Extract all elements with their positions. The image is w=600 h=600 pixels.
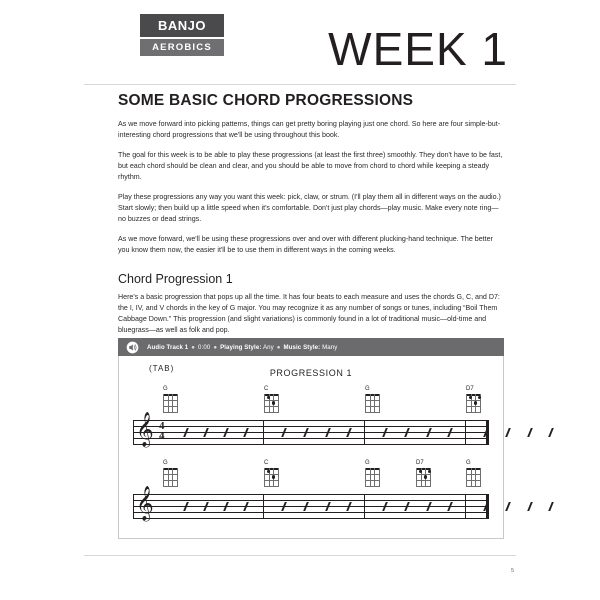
chord-name: C: [264, 460, 269, 466]
chord-name: G: [466, 460, 471, 466]
stave: [133, 412, 489, 450]
chord-diagram: [163, 386, 189, 412]
brand-logo: [140, 14, 224, 56]
page-title: WEEK 1: [328, 23, 508, 75]
treble-clef-icon: 𝄞: [136, 486, 154, 521]
chord-grid: [365, 468, 380, 486]
section-paragraph-3: Play these progressions any way you want this week: pick, claw, or strum. (I'll play them all in different ways on the audio.) Start slowly; then build up a little speed when it's comfortable. Don't just play chords—play music. Make every note ring—no buzzes or dead strings.: [118, 193, 501, 223]
music-style-value: Many: [322, 343, 338, 351]
page-header: [0, 14, 600, 76]
audio-time: 0:00: [198, 343, 211, 351]
section-paragraph-4: As we move forward, we'll be using these progressions over and over with different plucking-hand technique. The better you know them now, the easier it'll be to use them in different ways in the coming weeks.: [118, 235, 493, 254]
score-title: PROGRESSION 1: [269, 368, 353, 378]
chord-name: G: [163, 386, 168, 392]
chord-grid: [416, 468, 431, 486]
music-score: [118, 356, 504, 539]
speaker-icon[interactable]: [126, 341, 139, 354]
chord-grid: [466, 394, 481, 412]
audio-track-bar[interactable]: [118, 338, 504, 356]
chord-diagram: [365, 386, 391, 412]
playing-style-value: Any: [262, 343, 274, 351]
chord-diagram: [163, 460, 189, 486]
chord-diagram: [466, 386, 492, 412]
chord-diagram-row-2: [133, 460, 489, 494]
section-paragraph-1: As we move forward into picking patterns, things can get pretty boring playing just one chord. So here are four simple-but-interesting chord progressions that we'll be using throughout this book.: [118, 120, 501, 139]
music-example-block: [118, 338, 504, 539]
chord-name: G: [163, 460, 168, 466]
chord-grid: [163, 394, 178, 412]
chord-grid: [163, 468, 178, 486]
chord-diagram: [264, 386, 290, 412]
tab-marker: (TAB): [149, 364, 175, 373]
music-style-label: Music Style:: [283, 343, 321, 351]
chord-diagram: [416, 460, 442, 486]
score-system-2: [133, 460, 489, 524]
chord-name: D7: [466, 386, 474, 392]
section-title: SOME BASIC CHORD PROGRESSIONS: [118, 92, 414, 109]
chord-name: C: [264, 386, 269, 392]
chord-name: G: [365, 460, 370, 466]
article-content: [118, 92, 504, 345]
playing-style-label: Playing Style:: [220, 343, 262, 351]
subsection-paragraph-1: Here's a basic progression that pops up all the time. It has four beats to each measure and uses the chords G, C, and D7: the I, IV, and V chords in the key of G major. You may recognize it as any number of songs or tunes, including “Boil Them Cabbage Down.” This progression (and slight variations) is commonly found in a lot of traditional music—old-time and bluegrass—as well as folk and pop.: [118, 293, 500, 334]
time-signature: 4 4: [159, 420, 165, 442]
treble-clef-icon: 𝄞: [136, 412, 154, 447]
header-divider: [84, 84, 516, 85]
chord-grid: [264, 394, 279, 412]
brand-line-banjo: BANJO: [140, 14, 224, 37]
section-paragraph-2: The goal for this week is to be able to play these progressions (at least the first three) smoothly. They don't have to be fast, but each chord should be clean and clear, and you should be able to move from chord to chord while keeping a steady rhythm.: [118, 151, 503, 181]
footer-divider: [84, 555, 516, 556]
chord-diagram: [264, 460, 290, 486]
page-number: 5: [510, 568, 514, 574]
audio-track-label: Audio Track 1: [147, 343, 189, 351]
stave: [133, 486, 489, 524]
chord-grid: [264, 468, 279, 486]
chord-grid: [466, 468, 481, 486]
chord-grid: [365, 394, 380, 412]
chord-diagram: [466, 460, 492, 486]
audio-bar-meta: Audio Track 1 ● 0:00 ● Playing Style: Any ● Music Style: Many: [147, 343, 338, 351]
chord-name: D7: [416, 460, 424, 466]
chord-diagram: [365, 460, 391, 486]
subsection-title: Chord Progression 1: [118, 272, 233, 286]
brand-line-aerobics: AEROBICS: [140, 39, 224, 56]
chord-name: G: [365, 386, 370, 392]
